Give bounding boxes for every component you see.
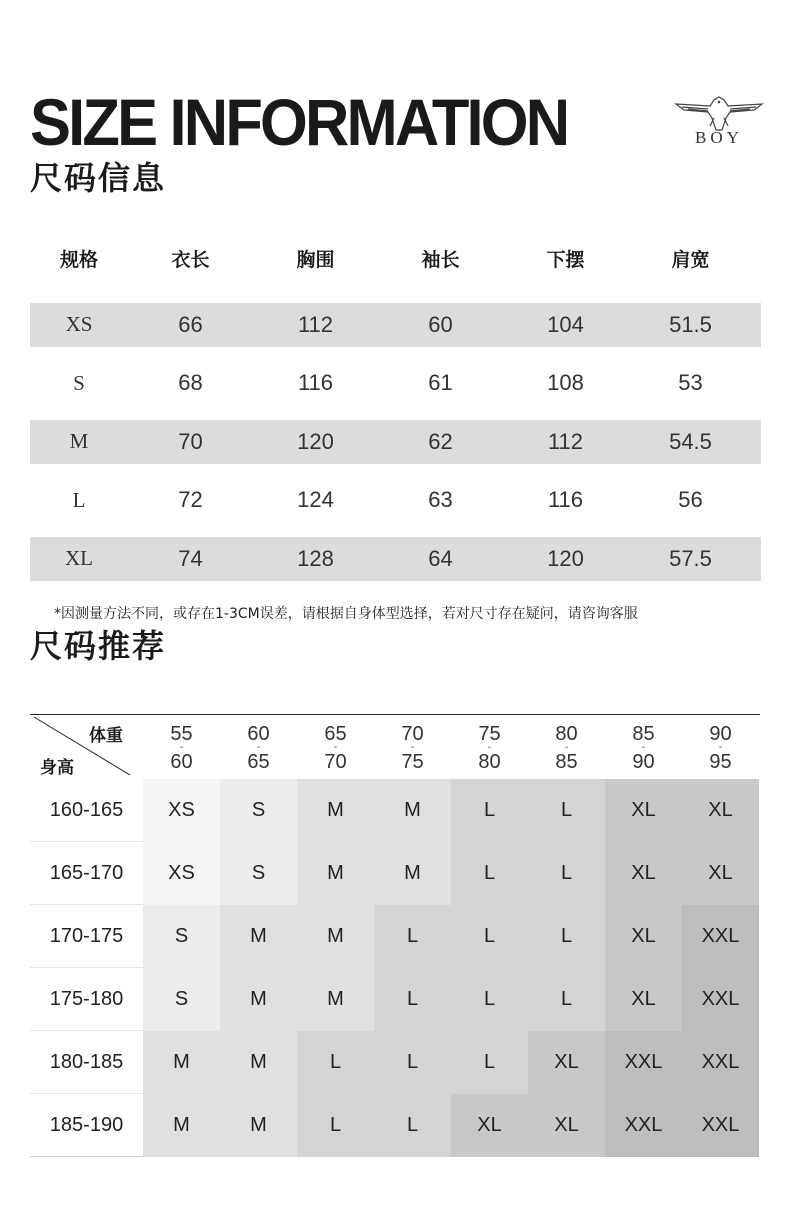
recommended-size: XL xyxy=(605,842,682,905)
weight-range xyxy=(682,715,759,779)
value-cell: 116 xyxy=(547,487,584,512)
value-cell: 64 xyxy=(428,545,453,571)
recommended-size: L xyxy=(528,905,605,968)
range-dash: - xyxy=(256,742,261,753)
recommended-size: L xyxy=(451,842,528,905)
size-table-header xyxy=(30,228,761,288)
recommended-size: M xyxy=(220,968,297,1031)
recommended-size: XXL xyxy=(682,905,759,968)
height-range: 185-190 xyxy=(30,1094,143,1157)
value-cell: 60 xyxy=(428,311,453,337)
value-cell: 57.5 xyxy=(669,545,712,571)
recommended-size: M xyxy=(374,779,451,842)
measurement-note: *因测量方法不同，或存在1-3CM误差，请根据自身体型选择，若对尺寸存在疑问，请咨询客服 xyxy=(54,606,638,622)
header-cell: 规格 xyxy=(59,248,98,271)
size-table xyxy=(30,228,761,581)
recommended-size: L xyxy=(374,968,451,1031)
table-row xyxy=(30,303,761,347)
weight-from: 80 xyxy=(555,723,578,745)
recommended-size: M xyxy=(220,1094,297,1157)
height-range: 180-185 xyxy=(30,1031,143,1094)
recommended-size: XS xyxy=(143,842,220,905)
recommended-size: L xyxy=(451,905,528,968)
section-title-size-info xyxy=(30,158,166,198)
recommended-size: XL xyxy=(682,779,759,842)
recommended-size: S xyxy=(220,779,297,842)
weight-to: 80 xyxy=(478,751,501,773)
recommended-size: M xyxy=(297,842,374,905)
range-dash: - xyxy=(564,742,569,753)
value-cell: 68 xyxy=(178,370,203,395)
weight-range xyxy=(374,715,451,779)
weight-range xyxy=(297,715,374,779)
recommended-size: M xyxy=(220,1031,297,1094)
recommended-size: M xyxy=(374,842,451,905)
recommended-size: L xyxy=(528,968,605,1031)
table-row xyxy=(30,1031,760,1094)
recommended-size: M xyxy=(297,905,374,968)
header-cell: 胸围 xyxy=(296,248,335,271)
recommended-size: L xyxy=(374,1094,451,1157)
height-range: 175-180 xyxy=(30,968,143,1031)
recommended-size: XL xyxy=(528,1031,605,1094)
weight-range xyxy=(143,715,220,779)
recommended-size: XXL xyxy=(605,1031,682,1094)
value-cell: 108 xyxy=(547,370,584,395)
recommended-size: XL xyxy=(605,905,682,968)
value-cell: 72 xyxy=(178,487,203,512)
recommended-size: L xyxy=(451,968,528,1031)
recommended-size: XXL xyxy=(605,1094,682,1157)
weight-to: 65 xyxy=(247,751,270,773)
table-row xyxy=(30,478,761,522)
value-cell: 120 xyxy=(297,428,334,454)
value-cell: 116 xyxy=(297,370,334,395)
recommend-header xyxy=(30,715,760,779)
value-cell: 74 xyxy=(178,545,203,571)
weight-to: 70 xyxy=(324,751,347,773)
recommended-size: XS xyxy=(143,779,220,842)
weight-from: 75 xyxy=(478,723,501,745)
weight-to: 85 xyxy=(555,751,578,773)
height-axis-label: 身高 xyxy=(40,758,74,778)
section-title-recommend xyxy=(30,626,166,666)
section-title-text: 尺码推荐 xyxy=(30,627,167,665)
size-cell: XL xyxy=(65,546,93,570)
table-row xyxy=(30,905,760,968)
table-row xyxy=(30,1094,760,1157)
range-dash: - xyxy=(718,742,723,753)
recommended-size: XL xyxy=(528,1094,605,1157)
recommended-size: XXL xyxy=(682,968,759,1031)
size-cell: XS xyxy=(65,312,93,336)
value-cell: 112 xyxy=(547,428,584,454)
recommended-size: L xyxy=(451,779,528,842)
table-row xyxy=(30,968,760,1031)
recommended-size: S xyxy=(220,842,297,905)
weight-columns xyxy=(143,715,759,779)
corner-cell xyxy=(30,715,143,779)
header-cell: 袖长 xyxy=(421,248,460,271)
table-row xyxy=(30,537,761,581)
value-cell: 128 xyxy=(297,545,334,571)
value-cell: 124 xyxy=(297,487,334,512)
value-cell: 56 xyxy=(678,487,703,512)
weight-from: 65 xyxy=(324,723,347,745)
height-range: 170-175 xyxy=(30,905,143,968)
brand-logo xyxy=(674,96,764,152)
value-cell: 54.5 xyxy=(669,428,712,454)
value-cell: 62 xyxy=(428,428,453,454)
recommend-grid xyxy=(30,714,760,1157)
recommended-size: XL xyxy=(682,842,759,905)
recommend-rows xyxy=(30,779,760,1157)
recommended-size: XXL xyxy=(682,1031,759,1094)
weight-axis-label: 体重 xyxy=(89,726,123,746)
header-cell: 衣长 xyxy=(171,248,210,271)
recommended-size: L xyxy=(528,842,605,905)
value-cell: 53 xyxy=(678,370,703,395)
weight-to: 90 xyxy=(632,751,655,773)
recommended-size: M xyxy=(143,1031,220,1094)
recommended-size: L xyxy=(374,1031,451,1094)
range-dash: - xyxy=(333,742,338,753)
recommended-size: S xyxy=(143,968,220,1031)
value-cell: 104 xyxy=(547,311,584,337)
height-range: 165-170 xyxy=(30,842,143,905)
logo-text: BOY xyxy=(695,128,743,147)
recommended-size: L xyxy=(374,905,451,968)
eagle-icon xyxy=(674,96,764,132)
value-cell: 112 xyxy=(297,311,334,337)
table-row xyxy=(30,420,761,464)
recommended-size: XXL xyxy=(682,1094,759,1157)
value-cell: 70 xyxy=(178,428,203,454)
weight-from: 70 xyxy=(401,723,424,745)
table-row xyxy=(30,779,760,842)
value-cell: 63 xyxy=(428,487,453,512)
range-dash: - xyxy=(641,742,646,753)
section-title-text: 尺码信息 xyxy=(30,159,167,197)
size-cell: S xyxy=(73,370,85,395)
value-cell: 120 xyxy=(547,545,584,571)
table-row xyxy=(30,842,760,905)
weight-from: 55 xyxy=(170,723,193,745)
recommended-size: XL xyxy=(605,779,682,842)
recommended-size: XL xyxy=(605,968,682,1031)
value-cell: 66 xyxy=(178,311,203,337)
page-title-en: SIZE INFORMATION xyxy=(30,85,568,159)
weight-range xyxy=(605,715,682,779)
header-cell: 下摆 xyxy=(546,248,585,271)
recommended-size: M xyxy=(297,779,374,842)
recommended-size: M xyxy=(220,905,297,968)
value-cell: 51.5 xyxy=(669,311,712,337)
weight-range xyxy=(528,715,605,779)
value-cell: 61 xyxy=(428,370,453,395)
recommended-size: L xyxy=(528,779,605,842)
table-row xyxy=(30,361,761,405)
recommended-size: S xyxy=(143,905,220,968)
size-cell: M xyxy=(69,429,89,453)
range-dash: - xyxy=(410,742,415,753)
recommended-size: L xyxy=(451,1031,528,1094)
header-cell: 肩宽 xyxy=(671,248,710,271)
range-dash: - xyxy=(487,742,492,753)
weight-range xyxy=(451,715,528,779)
weight-from: 60 xyxy=(247,723,270,745)
recommended-size: L xyxy=(297,1031,374,1094)
recommended-size: XL xyxy=(451,1094,528,1157)
recommended-size: L xyxy=(297,1094,374,1157)
weight-from: 85 xyxy=(632,723,655,745)
weight-range xyxy=(220,715,297,779)
recommended-size: M xyxy=(143,1094,220,1157)
size-cell: L xyxy=(72,487,86,512)
weight-to: 60 xyxy=(170,751,193,773)
weight-from: 90 xyxy=(709,723,732,745)
recommended-size: M xyxy=(297,968,374,1031)
height-range: 160-165 xyxy=(30,779,143,842)
range-dash: - xyxy=(179,742,184,753)
weight-to: 75 xyxy=(401,751,424,773)
weight-to: 95 xyxy=(709,751,732,773)
